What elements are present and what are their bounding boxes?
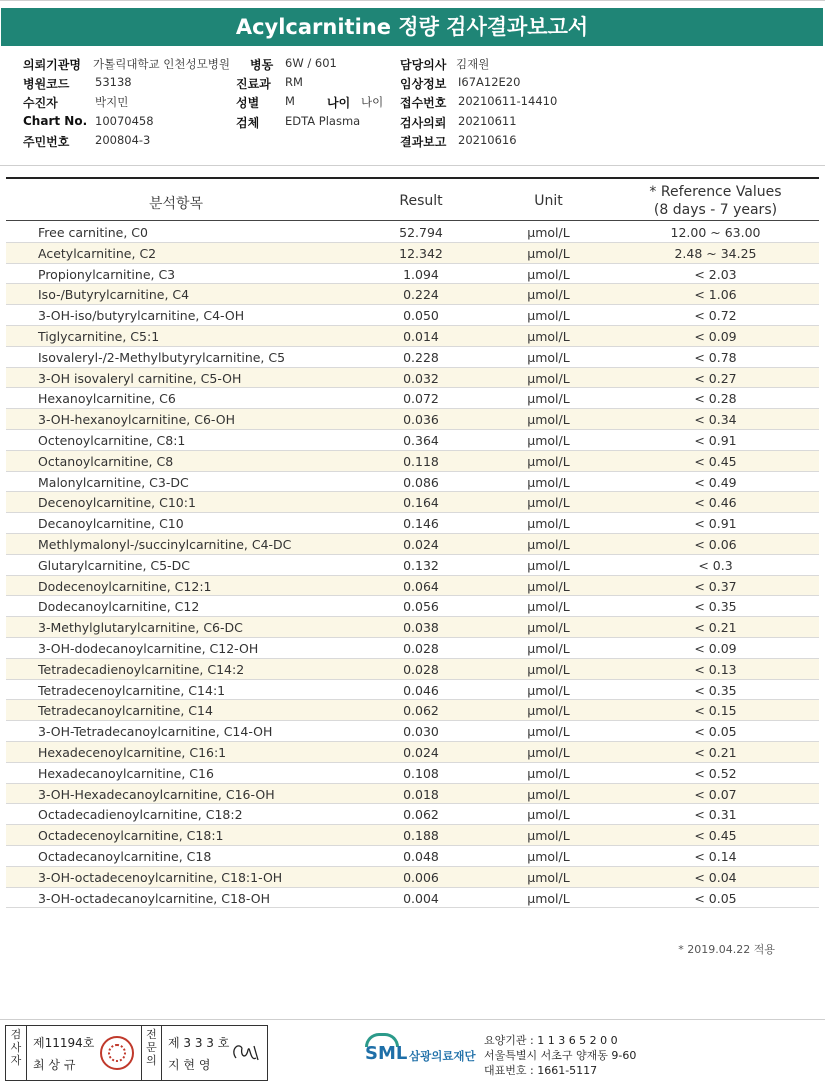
chart-value: 10070458	[95, 114, 154, 128]
result-value: 0.108	[403, 765, 439, 781]
org-name: 삼광의료재단	[409, 1049, 476, 1063]
reference-value: < 0.37	[694, 578, 737, 594]
specimen-value: EDTA Plasma	[285, 114, 361, 128]
table-body	[6, 222, 819, 908]
analyte-name: Octenoylcarnitine, C8:1	[38, 432, 186, 448]
unit-value: μmol/L	[527, 328, 570, 344]
table-row	[6, 784, 819, 805]
result-value: 0.032	[403, 370, 439, 386]
specialist-number: 제 3 3 3 호	[168, 1036, 230, 1050]
result-value: 0.364	[403, 432, 439, 448]
result-value: 0.030	[403, 724, 439, 740]
result-value: 0.036	[403, 412, 439, 428]
header-result: Result	[399, 193, 443, 209]
unit-value: μmol/L	[527, 349, 570, 365]
result-value: 0.164	[403, 495, 439, 511]
table-row	[6, 513, 819, 534]
unit-value: μmol/L	[527, 682, 570, 698]
inspector-number: 제11194호	[33, 1036, 95, 1050]
unit-value: μmol/L	[527, 536, 570, 552]
table-row	[6, 804, 819, 825]
unit-value: μmol/L	[527, 308, 570, 324]
result-value: 0.024	[403, 536, 439, 552]
reference-value: < 0.31	[694, 807, 737, 823]
analyte-name: Tetradecanoylcarnitine, C14	[38, 703, 213, 719]
table-row	[6, 638, 819, 659]
specialist-label: 전문의	[141, 1026, 162, 1080]
info-row-1	[0, 56, 825, 74]
org-line-2: 서울특별시 서초구 양재동 9-60	[484, 1049, 637, 1062]
analyte-name: Hexanoylcarnitine, C6	[38, 391, 176, 407]
unit-value: μmol/L	[527, 744, 570, 760]
table-row	[6, 534, 819, 555]
info-row-2	[0, 75, 825, 93]
table-row	[6, 388, 819, 409]
result-value: 0.050	[403, 308, 439, 324]
unit-value: μmol/L	[527, 599, 570, 615]
reference-value: < 0.3	[698, 557, 733, 573]
table-row	[6, 368, 819, 389]
reference-value: < 0.35	[694, 599, 737, 615]
clinical-value: I67A12E20	[458, 75, 521, 89]
age-value: 나이	[361, 95, 384, 109]
unit-value: μmol/L	[527, 765, 570, 781]
table-row	[6, 492, 819, 513]
analyte-name: Free carnitine, C0	[38, 225, 148, 240]
table-row	[6, 763, 819, 784]
hospital-value: 가톨릭대학교 인천성모병원	[93, 57, 230, 71]
analyte-name: Iso-/Butyrylcarnitine, C4	[38, 287, 190, 303]
specimen-label: 검체	[236, 116, 260, 130]
table-row	[6, 472, 819, 493]
result-value: 0.086	[403, 474, 439, 490]
result-value: 0.224	[403, 287, 439, 303]
info-row-4	[0, 114, 825, 132]
reference-note: * 2019.04.22 적용	[678, 943, 775, 956]
reference-value: < 0.28	[694, 391, 737, 407]
reference-value: < 2.03	[694, 266, 737, 282]
result-value: 12.342	[399, 245, 443, 261]
unit-value: μmol/L	[527, 453, 570, 469]
analyte-name: Tetradecenoylcarnitine, C14:1	[38, 682, 226, 698]
reference-value: < 0.13	[694, 661, 737, 677]
table-row	[6, 700, 819, 721]
result-value: 0.014	[403, 328, 439, 344]
reference-value: < 0.49	[694, 474, 737, 490]
org-contact-info	[484, 1033, 636, 1078]
result-value: 0.062	[403, 703, 439, 719]
reference-value: < 0.27	[694, 370, 737, 386]
dept-value: RM	[285, 75, 303, 89]
result-value: 52.794	[399, 225, 443, 240]
unit-value: μmol/L	[527, 890, 570, 906]
header-unit: Unit	[534, 193, 563, 209]
info-row-3	[0, 94, 825, 112]
analyte-name: Malonylcarnitine, C3-DC	[38, 474, 189, 490]
unit-value: μmol/L	[527, 245, 570, 261]
unit-value: μmol/L	[527, 640, 570, 656]
unit-value: μmol/L	[527, 661, 570, 677]
result-value: 0.146	[403, 516, 439, 532]
analyte-name: Octadecanoylcarnitine, C18	[38, 848, 212, 864]
idnum-label: 주민번호	[23, 135, 70, 149]
reference-value: < 0.09	[694, 640, 737, 656]
info-divider	[0, 165, 825, 166]
reference-value: < 1.06	[694, 287, 737, 303]
reference-value: < 0.78	[694, 349, 737, 365]
reference-value: < 0.09	[694, 328, 737, 344]
analyte-name: Decanoylcarnitine, C10	[38, 516, 184, 532]
hospital-label: 의뢰기관명	[23, 58, 81, 72]
unit-value: μmol/L	[527, 412, 570, 428]
unit-value: μmol/L	[527, 391, 570, 407]
table-row	[6, 742, 819, 763]
header-item: 분석항목	[148, 196, 204, 212]
result-value: 1.094	[403, 266, 439, 282]
request-label: 검사의뢰	[400, 116, 447, 130]
request-value: 20210611	[458, 114, 517, 128]
hospcode-value: 53138	[95, 75, 132, 89]
table-row	[6, 596, 819, 617]
unit-value: μmol/L	[527, 432, 570, 448]
reference-value: < 0.35	[694, 682, 737, 698]
inspector-label: 검사자	[6, 1026, 27, 1080]
reference-value: < 0.21	[694, 744, 737, 760]
header-rule	[6, 220, 819, 221]
reference-value: < 0.52	[694, 765, 737, 781]
table-row	[6, 430, 819, 451]
analyte-name: Dodecanoylcarnitine, C12	[38, 599, 200, 615]
analyte-name: 3-Methylglutarylcarnitine, C6-DC	[38, 620, 243, 636]
analyte-name: Hexadecenoylcarnitine, C16:1	[38, 744, 227, 760]
result-value: 0.188	[403, 828, 439, 844]
table-header	[6, 179, 819, 220]
analyte-name: 3-OH-octadecenoylcarnitine, C18:1-OH	[38, 869, 283, 885]
table-row	[6, 284, 819, 305]
analyte-name: Hexadecanoylcarnitine, C16	[38, 765, 214, 781]
table-row	[6, 721, 819, 742]
result-value: 0.006	[403, 869, 439, 885]
reference-value: < 0.34	[694, 412, 737, 428]
result-value: 0.132	[403, 557, 439, 573]
signature-stamp-box	[5, 1025, 268, 1081]
reference-value: 2.48 ~ 34.25	[674, 245, 757, 261]
patient-label: 수진자	[23, 96, 58, 110]
doctor-label: 담당의사	[400, 58, 447, 72]
result-value: 0.028	[403, 640, 439, 656]
unit-value: μmol/L	[527, 828, 570, 844]
analyte-name: Octanoylcarnitine, C8	[38, 453, 174, 469]
reference-value: < 0.04	[694, 869, 737, 885]
clinical-label: 임상정보	[400, 77, 447, 91]
dept-label: 진료과	[236, 77, 271, 91]
table-row	[6, 617, 819, 638]
reference-value: < 0.45	[694, 828, 737, 844]
result-value: 0.228	[403, 349, 439, 365]
table-row	[6, 576, 819, 597]
patient-value: 박지민	[95, 95, 129, 109]
result-value: 0.056	[403, 599, 439, 615]
unit-value: μmol/L	[527, 620, 570, 636]
table-row	[6, 659, 819, 680]
chart-label: Chart No.	[23, 114, 88, 128]
result-value: 0.072	[403, 391, 439, 407]
table-row	[6, 825, 819, 846]
analyte-name: 3-OH isovaleryl carnitine, C5-OH	[38, 370, 242, 386]
table-row	[6, 846, 819, 867]
analyte-name: Tiglycarnitine, C5:1	[38, 328, 160, 344]
doctor-value: 김재원	[456, 57, 490, 71]
analyte-name: Acetylcarnitine, C2	[38, 245, 157, 261]
unit-value: μmol/L	[527, 807, 570, 823]
ward-label: 병동	[250, 58, 274, 72]
table-row	[6, 347, 819, 368]
analyte-name: 3-OH-dodecanoylcarnitine, C12-OH	[38, 640, 259, 656]
inspector-name: 최 상 규	[33, 1058, 76, 1072]
analyte-name: Dodecenoylcarnitine, C12:1	[38, 578, 212, 594]
analyte-name: Propionylcarnitine, C3	[38, 266, 176, 282]
reference-value: < 0.72	[694, 308, 737, 324]
table-row	[6, 409, 819, 430]
table-row	[6, 326, 819, 347]
reference-value: < 0.15	[694, 703, 737, 719]
reference-value: < 0.07	[694, 786, 737, 802]
unit-value: μmol/L	[527, 724, 570, 740]
ward-value: 6W / 601	[285, 56, 337, 70]
reference-value: < 0.46	[694, 495, 737, 511]
header-reference	[618, 183, 813, 219]
table-row	[6, 680, 819, 701]
result-value: 0.064	[403, 578, 439, 594]
patient-info-section	[0, 52, 825, 164]
header-reference-line1: * Reference Values	[649, 184, 782, 200]
table-row	[6, 243, 819, 264]
receipt-value: 20210611-14410	[458, 94, 558, 108]
org-line-1: 요양기관 : 1 1 3 6 5 2 0 0	[484, 1034, 618, 1047]
reference-value: < 0.21	[694, 620, 737, 636]
receipt-label: 접수번호	[400, 96, 447, 110]
table-row	[6, 555, 819, 576]
unit-value: μmol/L	[527, 703, 570, 719]
unit-value: μmol/L	[527, 474, 570, 490]
reference-value: < 0.05	[694, 724, 737, 740]
analyte-name: 3-OH-iso/butyrylcarnitine, C4-OH	[38, 308, 245, 324]
age-label: 나이	[327, 96, 351, 110]
hospcode-label: 병원코드	[23, 77, 70, 91]
result-value: 0.018	[403, 786, 439, 802]
unit-value: μmol/L	[527, 869, 570, 885]
analyte-name: Isovaleryl-/2-Methylbutyrylcarnitine, C5	[38, 349, 286, 365]
unit-value: μmol/L	[527, 786, 570, 802]
analyte-name: Tetradecadienoylcarnitine, C14:2	[38, 661, 245, 677]
footer-divider	[0, 1019, 825, 1020]
reference-value: < 0.91	[694, 516, 737, 532]
report-date-value: 20210616	[458, 133, 517, 147]
result-value: 0.024	[403, 744, 439, 760]
idnum-value: 200804-3	[95, 133, 151, 147]
table-row	[6, 264, 819, 285]
analyte-name: 3-OH-Tetradecanoylcarnitine, C14-OH	[38, 724, 273, 740]
table-row	[6, 222, 819, 243]
analyte-name: 3-OH-octadecanoylcarnitine, C18-OH	[38, 890, 270, 906]
reference-value: < 0.06	[694, 536, 737, 552]
unit-value: μmol/L	[527, 557, 570, 573]
unit-value: μmol/L	[527, 370, 570, 386]
analyte-name: Methlymalonyl-/succinylcarnitine, C4-DC	[38, 536, 292, 552]
report-title: Acylcarnitine 정량 검사결과보고서	[1, 8, 823, 46]
reference-value: < 0.05	[694, 890, 737, 906]
sex-value: M	[285, 94, 295, 108]
result-value: 0.048	[403, 848, 439, 864]
table-row	[6, 867, 819, 888]
header-reference-line2: (8 days - 7 years)	[653, 202, 778, 218]
unit-value: μmol/L	[527, 516, 570, 532]
unit-value: μmol/L	[527, 495, 570, 511]
table-row	[6, 888, 819, 909]
analyte-name: Glutarylcarnitine, C5-DC	[38, 557, 190, 573]
unit-value: μmol/L	[527, 225, 570, 240]
analyte-name: Octadecadienoylcarnitine, C18:2	[38, 807, 243, 823]
result-value: 0.118	[403, 453, 439, 469]
sml-logo	[365, 1033, 475, 1073]
top-border	[0, 0, 825, 1]
analyte-name: 3-OH-Hexadecanoylcarnitine, C16-OH	[38, 786, 275, 802]
info-row-5	[0, 133, 825, 151]
unit-value: μmol/L	[527, 848, 570, 864]
org-line-3: 대표번호 : 1661-5117	[484, 1064, 598, 1077]
result-value: 0.028	[403, 661, 439, 677]
reference-value: 12.00 ~ 63.00	[670, 225, 761, 240]
analyte-name: Octadecenoylcarnitine, C18:1	[38, 828, 224, 844]
result-value: 0.062	[403, 807, 439, 823]
reference-value: < 0.91	[694, 432, 737, 448]
analyte-name: 3-OH-hexanoylcarnitine, C6-OH	[38, 412, 236, 428]
result-value: 0.046	[403, 682, 439, 698]
sex-label: 성별	[236, 96, 260, 110]
specialist-name: 지 현 영	[168, 1058, 211, 1072]
official-seal	[100, 1036, 134, 1070]
analyte-name: Decenoylcarnitine, C10:1	[38, 495, 196, 511]
logo-text: SML	[365, 1043, 408, 1064]
reference-value: < 0.45	[694, 453, 737, 469]
unit-value: μmol/L	[527, 287, 570, 303]
result-value: 0.038	[403, 620, 439, 636]
unit-value: μmol/L	[527, 578, 570, 594]
table-row	[6, 305, 819, 326]
reference-value: < 0.14	[694, 848, 737, 864]
signature-mark	[228, 1040, 262, 1066]
report-date-label: 결과보고	[400, 135, 447, 149]
unit-value: μmol/L	[527, 266, 570, 282]
table-row	[6, 451, 819, 472]
result-value: 0.004	[403, 890, 439, 906]
